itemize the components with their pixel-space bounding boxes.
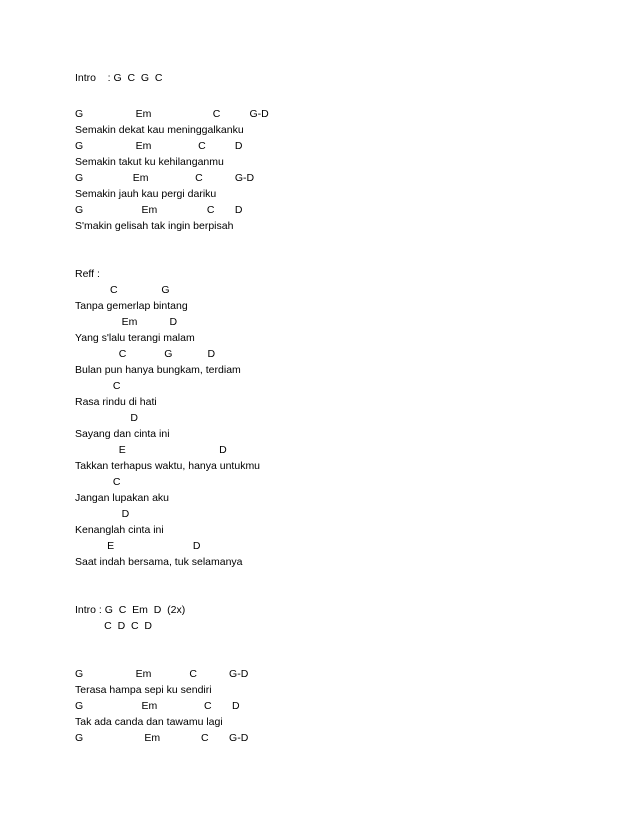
lyric-line: Bulan pun hanya bungkam, terdiam (75, 364, 241, 376)
lyric-line: Jangan lupakan aku (75, 492, 169, 504)
lyric-line: Semakin jauh kau pergi dariku (75, 188, 217, 200)
chord-line: C G (75, 284, 170, 296)
chord-line: E D (75, 540, 201, 552)
chord-line: G Em C D (75, 140, 243, 152)
chord-line: G Em C D (75, 204, 243, 216)
chord-line: D (75, 508, 130, 520)
intro-line: Intro : G C Em D (2x) (75, 604, 186, 616)
chord-line: G Em C G-D (75, 668, 249, 680)
chord-line: C (75, 476, 121, 488)
lyric-line: Kenanglah cinta ini (75, 524, 164, 536)
reff-heading: Reff : (75, 268, 100, 280)
lyric-line: Semakin takut ku kehilanganmu (75, 156, 224, 168)
chord-line: D (75, 412, 139, 424)
lyric-line: Rasa rindu di hati (75, 396, 157, 408)
lyric-line: Yang s'lalu terangi malam (75, 332, 195, 344)
chord-line: Em D (75, 316, 178, 328)
chord-line: C G D (75, 348, 216, 360)
lyric-line: Sayang dan cinta ini (75, 428, 170, 440)
lyric-line: Saat indah bersama, tuk selamanya (75, 556, 243, 568)
chord-line: E D (75, 444, 227, 456)
intro-line: Intro : G C G C (75, 72, 163, 84)
chord-line: G Em C G-D (75, 732, 249, 744)
intro-chords-line: C D C D (75, 620, 153, 632)
lyric-line: Terasa hampa sepi ku sendiri (75, 684, 212, 696)
chord-line: G Em C G-D (75, 108, 269, 120)
chord-line: C (75, 380, 121, 392)
lyric-line: Takkan terhapus waktu, hanya untukmu (75, 460, 261, 472)
chord-line: G Em C D (75, 700, 240, 712)
lyric-line: Tak ada canda dan tawamu lagi (75, 716, 223, 728)
lyric-line: S'makin gelisah tak ingin berpisah (75, 220, 234, 232)
lyric-line: Semakin dekat kau meninggalkanku (75, 124, 244, 136)
chord-line: G Em C G-D (75, 172, 255, 184)
lyric-line: Tanpa gemerlap bintang (75, 300, 188, 312)
